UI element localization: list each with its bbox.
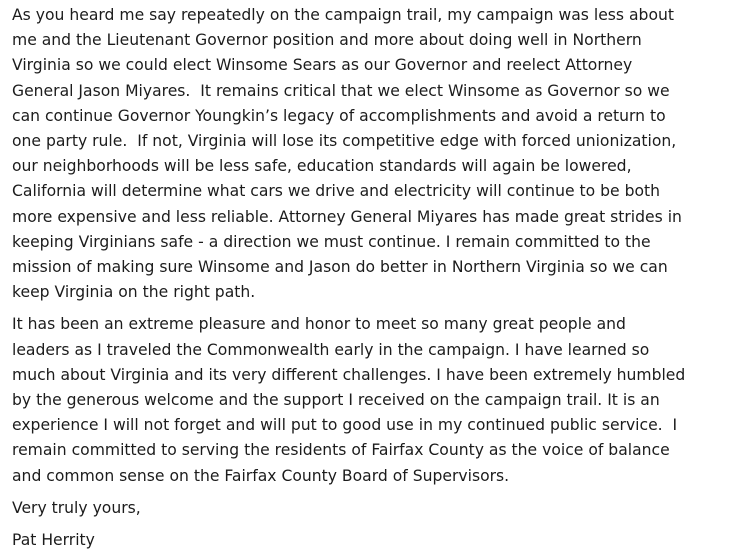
text-line: our neighborhoods will be less safe, education standards will again be lowered, (12, 157, 632, 176)
text-line: by the generous welcome and the support I received on the campaign trail. It is an (12, 391, 660, 410)
text-line: much about Virginia and its very different challenges. I have been extremely humbled (12, 365, 686, 384)
text-line: more expensive and less reliable. Attorney General Miyares has made great strides in (12, 207, 682, 226)
signature-text: Pat Herrity (12, 531, 95, 550)
text-line: one party rule. If not, Virginia will lose its competitive edge with forced unionization, (12, 132, 677, 151)
text-line: and common sense on the Fairfax County Board of Supervisors. (12, 466, 510, 485)
closing-salutation (12, 496, 720, 521)
text-line: It has been an extreme pleasure and honor to meet so many great people and (12, 315, 626, 334)
text-line: remain committed to serving the residents of Fairfax County as the voice of balance (12, 441, 670, 460)
text-line: leaders as I traveled the Commonwealth early in the campaign. I have learned so (12, 340, 650, 359)
signature-name (12, 528, 720, 553)
text-line: California will determine what cars we drive and electricity will continue to be both (12, 182, 661, 201)
paragraph-gratitude (12, 312, 720, 488)
text-line: As you heard me say repeatedly on the campaign trail, my campaign was less about (12, 6, 674, 24)
text-line: me and the Lieutenant Governor position and more about doing well in Northern (12, 31, 642, 50)
text-line: keeping Virginians safe - a direction we must continue. I remain committed to the (12, 232, 651, 251)
text-line: experience I will not forget and will put to good use in my continued public service. I (12, 416, 678, 435)
closing-text: Very truly yours, (12, 498, 141, 517)
text-line: mission of making sure Winsome and Jason do better in Northern Virginia so we can (12, 258, 668, 277)
text-line: can continue Governor Youngkin’s legacy of accomplishments and avoid a return to (12, 106, 666, 125)
text-line: keep Virginia on the right path. (12, 283, 256, 302)
text-line: Virginia so we could elect Winsome Sears as our Governor and reelect Attorney (12, 56, 633, 75)
paragraph-campaign (12, 3, 720, 305)
text-line: General Jason Miyares. It remains critical that we elect Winsome as Governor so we (12, 81, 670, 100)
